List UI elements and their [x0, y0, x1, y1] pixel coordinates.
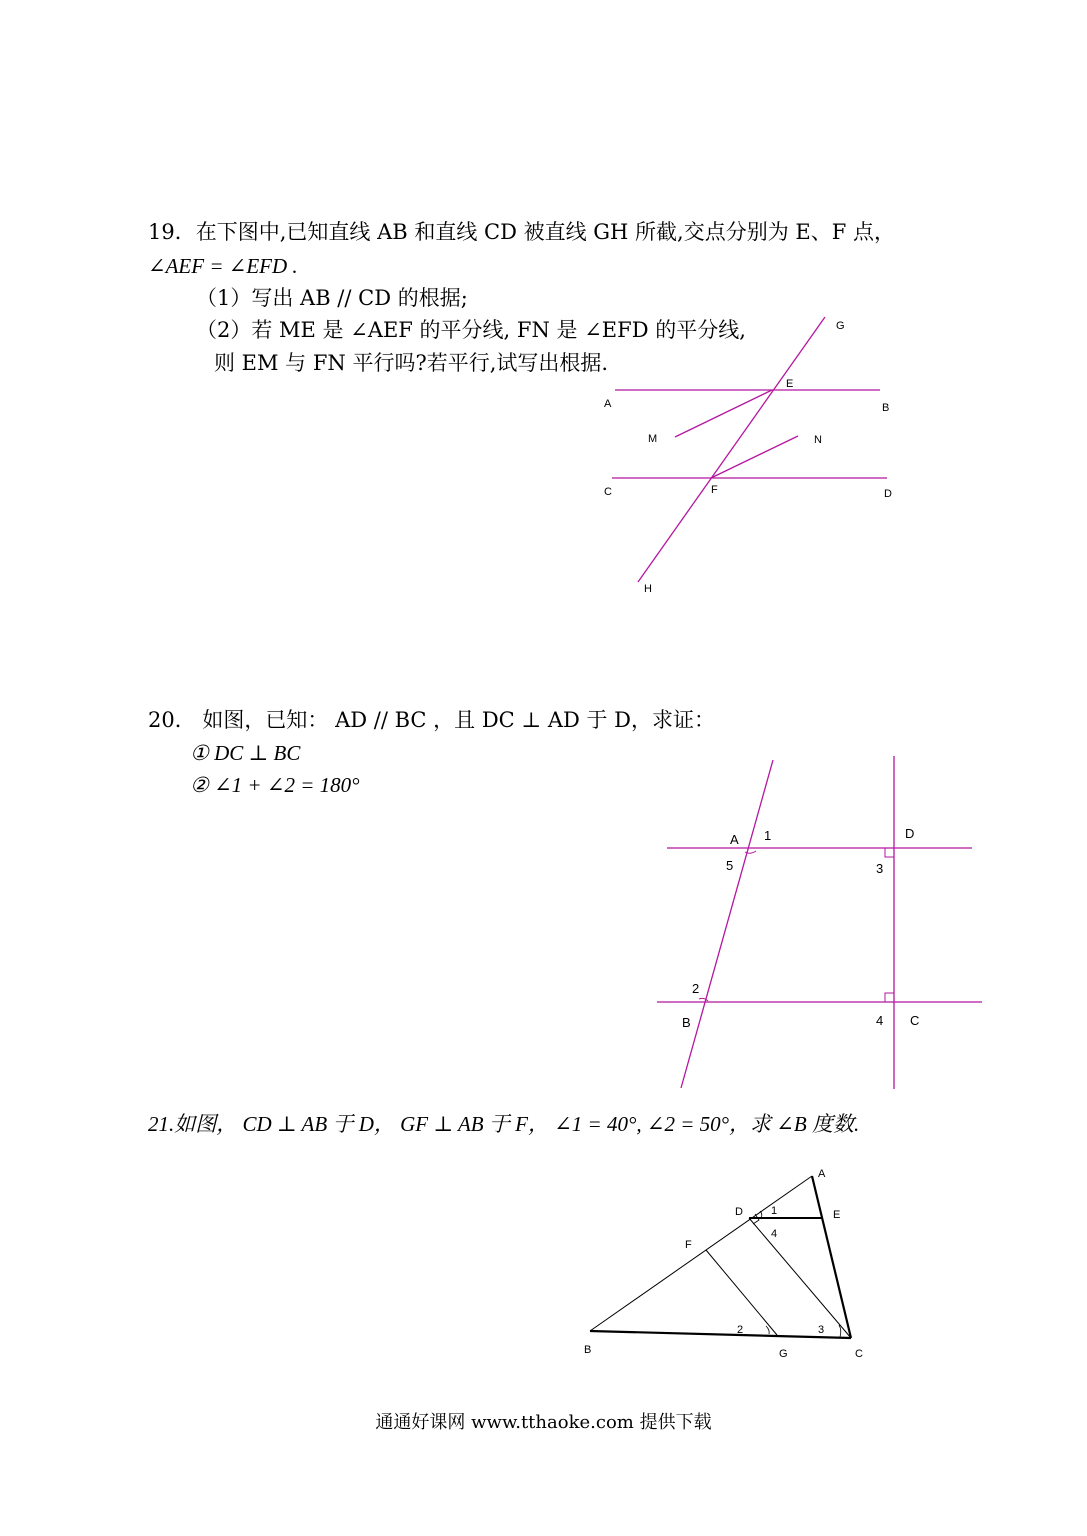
- q19-line1: 19．在下图中,已知直线 AB 和直线 CD 被直线 GH 所截,交点分别为 E、F 点，: [148, 220, 895, 244]
- q20-label-1: 1: [764, 828, 772, 843]
- q19-sub2: （2）若 ME 是 ∠AEF 的平分线, FN 是 ∠EFD 的平分线,: [196, 318, 746, 342]
- q21-label-g: G: [779, 1348, 788, 1360]
- q19-label-m: M: [648, 433, 658, 445]
- q21-label-3: 3: [818, 1324, 825, 1336]
- q21-side-bc: [590, 1331, 851, 1338]
- q19-label-d: D: [884, 488, 892, 500]
- q20-label-2: 2: [692, 981, 700, 996]
- q20-item2: ② ∠1 + ∠2 = 180°: [190, 773, 360, 797]
- q19-sub3: 则 EM 与 FN 平行吗?若平行,试写出根据.: [214, 351, 609, 375]
- q19-label-f: F: [711, 484, 718, 496]
- q19-label-g: G: [836, 320, 845, 332]
- q21-label-4: 4: [771, 1228, 778, 1240]
- q21-side-ab: [590, 1176, 812, 1331]
- q20-label-b: B: [682, 1015, 691, 1030]
- q21-angle-mark-3: [839, 1325, 841, 1337]
- q21-label-c: C: [855, 1348, 863, 1360]
- q20-line-ab: [681, 760, 773, 1088]
- q19-line-gh: [638, 317, 825, 582]
- q21-side-ac: [812, 1176, 851, 1338]
- q21-label-1: 1: [771, 1205, 778, 1217]
- q19-label-e: E: [786, 378, 794, 390]
- q20-item1: ① DC ⊥ BC: [190, 741, 301, 765]
- q20-angle-mark-a: [745, 851, 756, 853]
- q19-label-a: A: [604, 398, 612, 410]
- q21-label-a: A: [818, 1168, 826, 1180]
- q19-given: ∠AEF = ∠EFD .: [148, 254, 298, 278]
- q21-label-2: 2: [737, 1324, 744, 1336]
- q21-angle-mark-2: [766, 1326, 769, 1334]
- q20-line1: 20． 如图，已知： AD // BC ，且 DC ⊥ AD 于 D，求证：: [148, 708, 716, 732]
- q21-segment-fg: [706, 1250, 777, 1335]
- q21-right-angle-d: [753, 1214, 759, 1224]
- q20-label-5: 5: [726, 858, 734, 873]
- q20-angle-mark-b: [699, 998, 708, 1001]
- q20-right-angle-c: [885, 993, 894, 1002]
- q19-sub1: （1）写出 AB // CD 的根据;: [196, 286, 468, 310]
- q20-right-angle-d: [885, 848, 894, 857]
- q21-angle-mark-1: [760, 1211, 762, 1218]
- q20-label-d: D: [905, 826, 915, 841]
- q19-label-b: B: [882, 402, 890, 414]
- q21-label-f: F: [685, 1239, 692, 1251]
- q21-label-e: E: [833, 1209, 841, 1221]
- q19-label-h: H: [644, 583, 652, 595]
- q20-label-3: 3: [876, 861, 884, 876]
- q19-label-c: C: [604, 486, 612, 498]
- q19-label-n: N: [814, 434, 822, 446]
- q20-label-4: 4: [876, 1013, 884, 1028]
- q21-line1: 21.如图， CD ⊥ AB 于 D， GF ⊥ AB 于 F， ∠1 = 40°, ∠2 = 50°，求 ∠B 度数.: [148, 1112, 860, 1136]
- page-footer: 通通好课网 www.tthaoke.com 提供下载: [375, 1412, 712, 1433]
- q19-line-me: [675, 390, 772, 437]
- q20-label-c: C: [910, 1013, 920, 1028]
- q21-label-b: B: [584, 1344, 592, 1356]
- q21-segment-dc: [749, 1218, 851, 1338]
- q21-label-d: D: [735, 1206, 743, 1218]
- q20-label-a: A: [730, 832, 739, 847]
- q19-line-fn: [711, 436, 798, 478]
